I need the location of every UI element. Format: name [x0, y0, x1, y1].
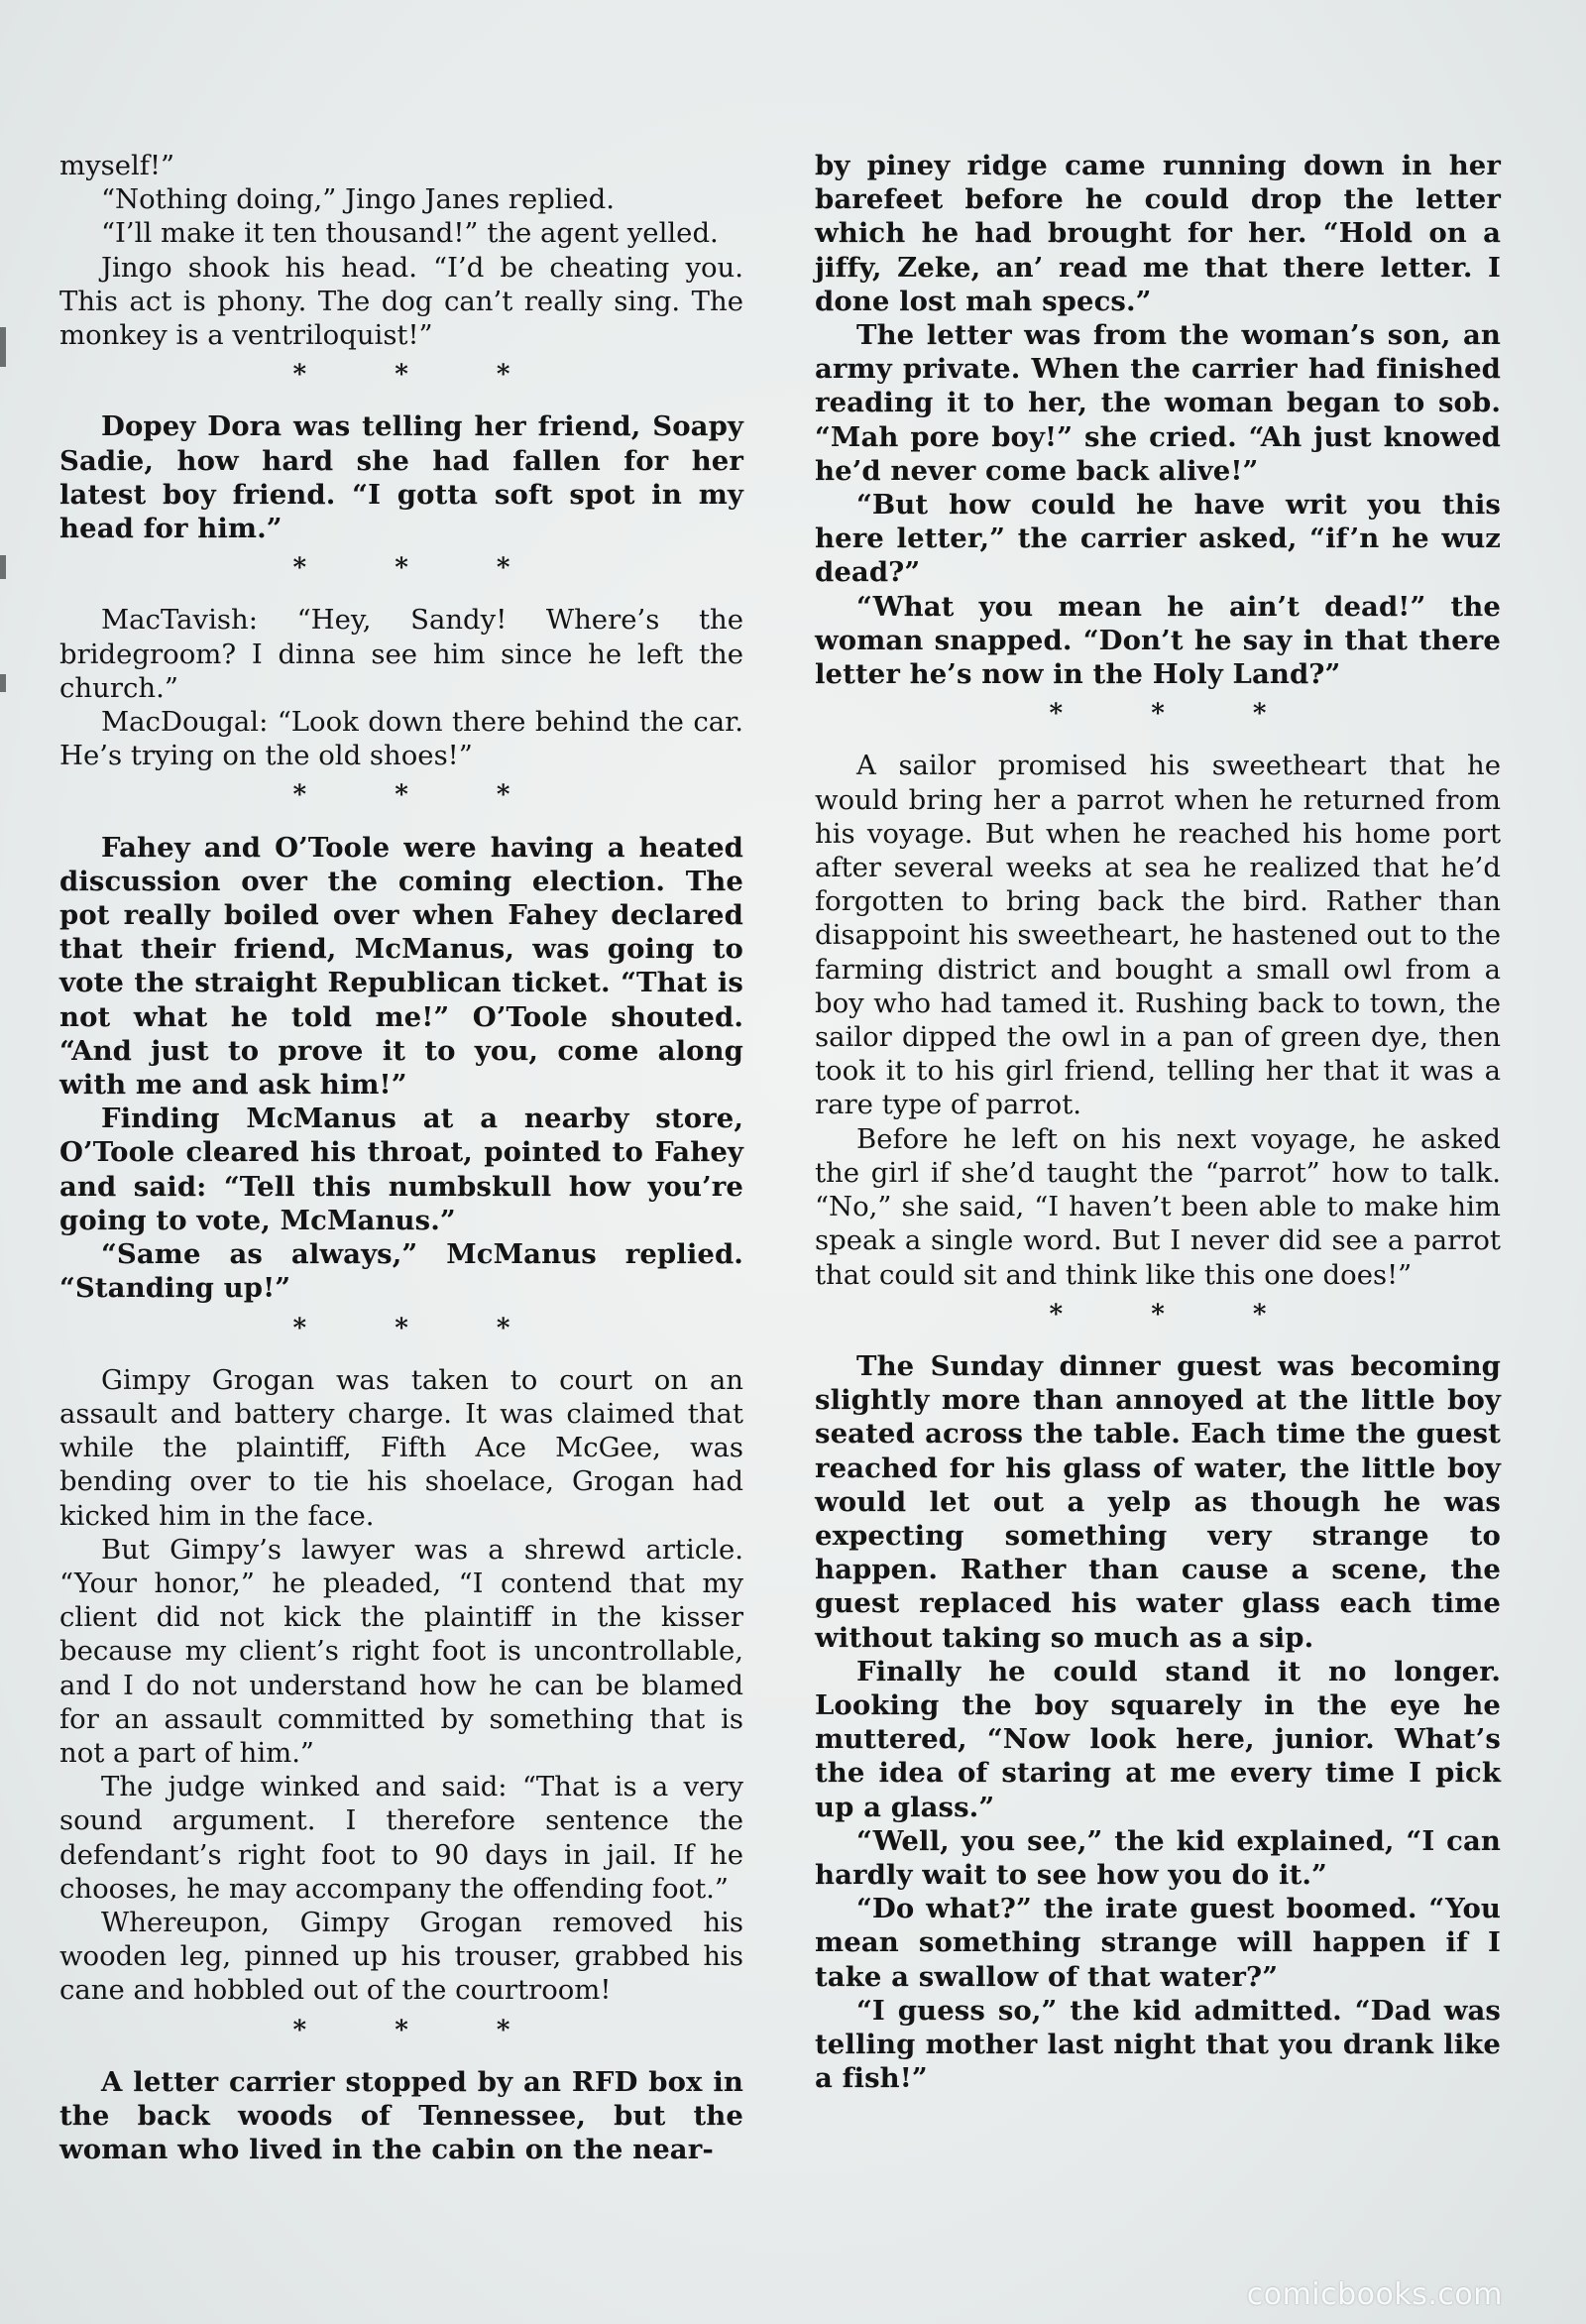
left-binding-edge — [0, 327, 6, 367]
text-paragraph: A sailor promised his sweetheart that he would bring her a parrot when he returned from his voyage. But when he reached his home port after several weeks at sea he realized that he’d forgotten to bring back the bird. Rather than disappoint his sweetheart, he hastened out to the farming district and bought a small owl from a boy who had tamed it. Rushing back to town, the sailor dipped the owl in a pan of green dye, then took it to his girl friend, telling her that it was a rare type of parrot. — [815, 750, 1501, 1121]
text-paragraph: Dopey Dora was telling her friend, Soapy Sadie, how hard she had fallen for her latest boy friend. “I gotta soft spot in my head for him.” — [59, 410, 743, 545]
left-binding-edge — [0, 674, 6, 692]
text-paragraph: The judge winked and said: “That is a very sound argument. I therefore sentence the defendant’s right foot to 90 days in jail. If he chooses, he may accompany the offending foot.” — [59, 1771, 743, 1905]
text-paragraph: “But how could he have writ you this here letter,” the carrier asked, “if’n he wuz dead?” — [815, 489, 1501, 589]
section-separator: * * * — [292, 2015, 550, 2045]
section-separator: * * * — [292, 553, 550, 584]
text-paragraph: Jingo shook his head. “I’d be cheating you. This act is phony. The dog can’t really sing. The monkey is a ventriloquist!” — [59, 251, 743, 352]
text-paragraph: The Sunday dinner guest was becoming slightly more than annoyed at the little boy seated across the table. Each time the guest reached for his glass of water, the little boy would let out a yelp as though he was expecting something very strange to happen. Rather than cause a scene, the guest replaced his water glass each time without taking so much as a sip. — [815, 1349, 1501, 1654]
text-paragraph: Before he left on his next voyage, he asked the girl if she’d taught the “parrot” how to talk. “No,” she said, “I haven’t been able to make him speak a single word. But I never did see a parrot that could sit and think like this one does!” — [815, 1122, 1501, 1291]
text-paragraph: “Same as always,” McManus replied. “Standing up!” — [59, 1238, 743, 1305]
section-separator: * * * — [292, 1313, 550, 1343]
section-separator: * * * — [1049, 1299, 1306, 1330]
text-paragraph: Whereupon, Gimpy Grogan removed his wooden leg, pinned up his trouser, grabbed his cane and hobbled out of the courtroom! — [59, 1906, 743, 2007]
text-paragraph: “I guess so,” the kid admitted. “Dad was telling mother last night that you drank like a fish!” — [815, 1994, 1501, 2095]
text-paragraph: “Well, you see,” the kid explained, “I can hardly wait to see how you do it.” — [815, 1824, 1501, 1891]
left-text-column — [59, 149, 743, 2166]
text-paragraph: But Gimpy’s lawyer was a shrewd article. “Your honor,” he pleaded, “I contend that my client did not kick the plaintiff in the kisser because my client’s right foot is uncontrollable, and I do not understand how he can be blamed for an assault committed by something that is not a part of him.” — [59, 1533, 743, 1769]
text-paragraph: by piney ridge came running down in her barefeet before he could drop the letter which he had brought for her. “Hold on a jiffy, Zeke, an’ read me that there letter. I done lost mah specs.” — [815, 150, 1501, 317]
text-paragraph: Gimpy Grogan was taken to court on an assault and battery charge. It was claimed that while the plaintiff, Fifth Ace McGee, was bending over to tie his shoelace, Grogan had kicked him in the face. — [59, 1363, 743, 1532]
section-separator: * * * — [292, 360, 550, 391]
text-paragraph: “Nothing doing,” Jingo Janes replied. — [101, 183, 616, 216]
text-paragraph: Finding McManus at a nearby store, O’Toole cleared his throat, pointed to Fahey and said: “Tell this numbskull how you’re going to vote, McManus.” — [59, 1103, 743, 1236]
text-paragraph: The letter was from the woman’s son, an army private. When the carrier had finished reading it to her, the woman began to sob. “Mah pore boy!” she cried. “Ah just knowed he’d never come back alive!” — [815, 319, 1501, 487]
right-text-column — [815, 149, 1501, 2095]
text-paragraph: “Do what?” the irate guest boomed. “You mean something strange will happen if I take a swallow of that water?” — [815, 1893, 1501, 1993]
text-paragraph: MacDougal: “Look down there behind the car. He’s trying on the old shoes!” — [59, 706, 743, 772]
text-paragraph: Fahey and O’Toole were having a heated discussion over the coming election. The pot really boiled over when Fahey declared that their friend, McManus, was going to vote the straight Republican ticket. “That is not what he told me!” O’Toole shouted. “And just to prove it to you, come along with me and ask him!” — [59, 831, 743, 1102]
left-binding-edge — [0, 555, 6, 579]
text-paragraph: “I’ll make it ten thousand!” the agent yelled. — [101, 217, 719, 250]
section-separator: * * * — [292, 780, 550, 811]
text-paragraph: “What you mean he ain’t dead!” the woman snapped. “Don’t he say in that there letter he’s now in the Holy Land?” — [815, 590, 1501, 691]
text-paragraph: Finally he could stand it no longer. Looking the boy squarely in the eye he muttered, “Now look here, junior. What’s the idea of staring at me every time I pick up a glass.” — [815, 1655, 1501, 1823]
watermark-text: comicbooks.com — [1246, 2277, 1503, 2312]
section-separator: * * * — [1049, 699, 1306, 730]
text-paragraph: MacTavish: “Hey, Sandy! Where’s the bridegroom? I dinna see him since he left the church.” — [59, 604, 743, 704]
text-paragraph: myself!” — [59, 150, 175, 181]
text-paragraph: A letter carrier stopped by an RFD box in the back woods of Tennessee, but the woman who lived in the cabin on the near- — [59, 2065, 743, 2166]
